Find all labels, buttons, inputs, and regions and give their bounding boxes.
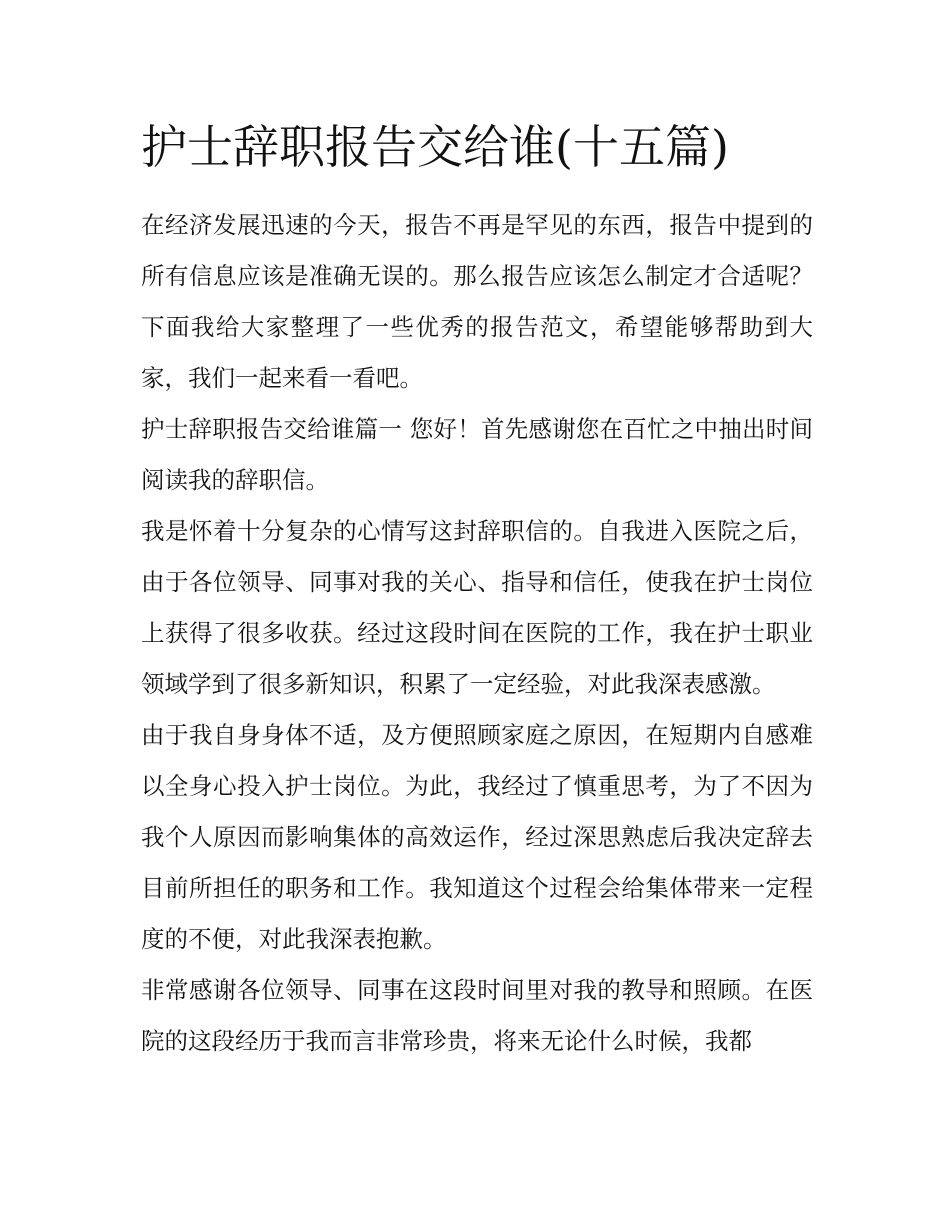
document-page [141, 112, 813, 1067]
paragraph-thanks: 非常感谢各位领导、同事在这段时间里对我的教导和照顾。在医院的这段经历于我而言非常珍贵，将来无论什么时候，我都 [141, 976, 813, 1055]
paragraph-greeting: 护士辞职报告交给谁篇一 您好！首先感谢您在百忙之中抽出时间阅读我的辞职信。 [141, 415, 813, 494]
document-body [141, 200, 813, 1067]
paragraph-reason: 由于我自身身体不适，及方便照顾家庭之原因，在短期内自感难以全身心投入护士岗位。为此，我经过了慎重思考，为了不因为我个人原因而影响集体的高效运作，经过深思熟虑后我决定辞去目前所担任的职务和工作。我知道这个过程会给集体带来一定程度的不便，对此我深表抱歉。 [141, 721, 813, 953]
paragraph-intro: 在经济发展迅速的今天，报告不再是罕见的东西，报告中提到的所有信息应该是准确无误的。那么报告应该怎么制定才合适呢？下面我给大家整理了一些优秀的报告范文，希望能够帮助到大家，我们一起来看一看吧。 [141, 211, 813, 392]
document-title: 护士辞职报告交给谁(十五篇) [141, 120, 729, 174]
paragraph-gratitude: 我是怀着十分复杂的心情写这封辞职信的。自我进入医院之后，由于各位领导、同事对我的关心、指导和信任，使我在护士岗位上获得了很多收获。经过这段时间在医院的工作，我在护士职业领域学到了很多新知识，积累了一定经验，对此我深表感激。 [141, 517, 813, 698]
